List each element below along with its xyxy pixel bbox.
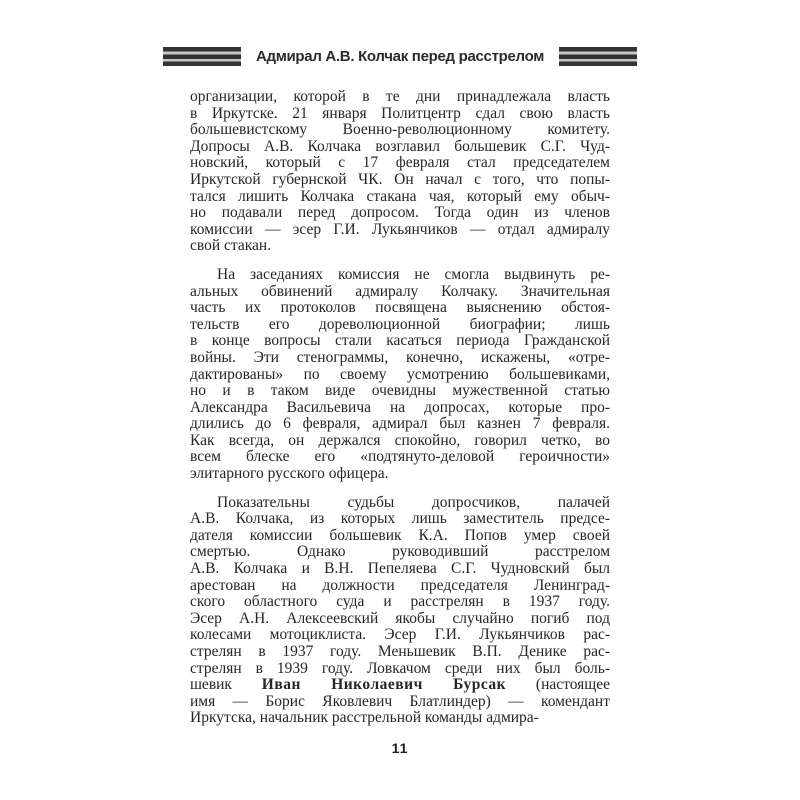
text-line: арестован на должности председателя Ленинград- [190,576,610,594]
text-line: организации, которой в те дни принадлежала власть [190,88,610,105]
text-line: Показательны судьбы допросчиков, палачей [217,493,610,511]
text-line: войны. Эти стенограммы, конечно, искажены, «отре- [190,348,610,366]
text-line: Иркутска, начальник расстрельной команды адмира- [190,709,539,727]
text-line: колесами мотоциклиста. Эсер Г.И. Лукьянчиков рас- [190,626,610,644]
paragraph-3 [190,495,610,727]
text-line: в конце вопросы стали касаться периода Гражданской [190,332,610,350]
paragraph-1 [190,89,610,255]
text-line: большевистскому Военно-революционному комитету. [190,121,610,139]
header-rule-left-icon [163,47,241,66]
bold-person-name: Иван Николаевич Бурсак [261,676,507,694]
page-number: 11 [391,740,409,756]
text-segment: (настоящее [506,676,610,694]
text-line: дателя комиссии большевик К.А. Попов умер своей [190,526,610,544]
running-head-title: Адмирал А.В. Колчак перед расстрелом [255,47,545,65]
text-line: А.В. Колчака, из которых лишь заместитель предсе- [190,510,610,528]
text-line: смертью. Однако руководивший расстрелом [190,543,610,561]
text-line: часть их протоколов посвящена выяснению обстоя- [190,299,610,317]
text-line: Иркутской губернской ЧК. Он начал с того, что попы- [190,170,610,188]
text-line: всем блеске его «подтянуто-деловой героичности» [190,448,610,466]
text-line: имя — Борис Яковлевич Блатлиндер) — комендант [190,692,610,710]
text-line: стрелян в 1939 году. Ловкачом среди них был боль- [190,659,610,677]
text-line: ского областного суда и расстрелян в 1937 году. [190,593,610,611]
text-line: но подавали перед допросом. Тогда один из членов [190,204,610,222]
text-line: стрелян в 1937 году. Меньшевик В.П. Денике рас- [190,643,610,660]
page-body [190,89,610,727]
text-line: тельств его дореволюционной биографии; лишь [190,315,610,333]
text-line: тался лишить Колчака стакана чая, который ему обыч- [190,187,610,205]
text-line: Эсер А.Н. Алексеевский якобы случайно погиб под [190,609,610,627]
text-line-with-bold-name [190,677,610,694]
text-line: но и в таком виде очевидны мужественной статью [190,382,610,400]
text-line: длились до 6 февраля, адмирал был казнен 7 февраля. [190,415,610,433]
text-line: новский, который с 17 февраля стал председателем [190,154,610,172]
text-line: альных обвинений адмиралу Колчаку. Значительная [190,282,610,300]
text-line: свой стакан. [190,237,272,255]
text-line: в Иркутске. 21 января Политцентр сдал свою власть [190,104,610,122]
text-line: Александра Васильевича на допросах, которые про- [190,398,610,416]
text-line: комиссии — эсер Г.И. Лукьянчиков — отдал адмиралу [190,220,610,238]
text-line: Как всегда, он держался спокойно, говорил четко, во [190,431,610,449]
text-line: На заседаниях комиссия не смогла выдвинуть ре- [217,265,610,283]
text-line: А.В. Колчака и В.Н. Пепеляева С.Г. Чудновский был [190,560,610,578]
text-segment: шевик [190,676,262,694]
header-rule-right-icon [559,47,637,66]
text-line: элитарного русского офицера. [190,465,389,483]
text-line: Допросы А.В. Колчака возглавил большевик С.Г. Чуд- [190,137,610,155]
text-line: дактированы» по своему усмотрению большевиками, [190,365,610,383]
running-header [0,46,800,66]
paragraph-2 [190,267,610,483]
